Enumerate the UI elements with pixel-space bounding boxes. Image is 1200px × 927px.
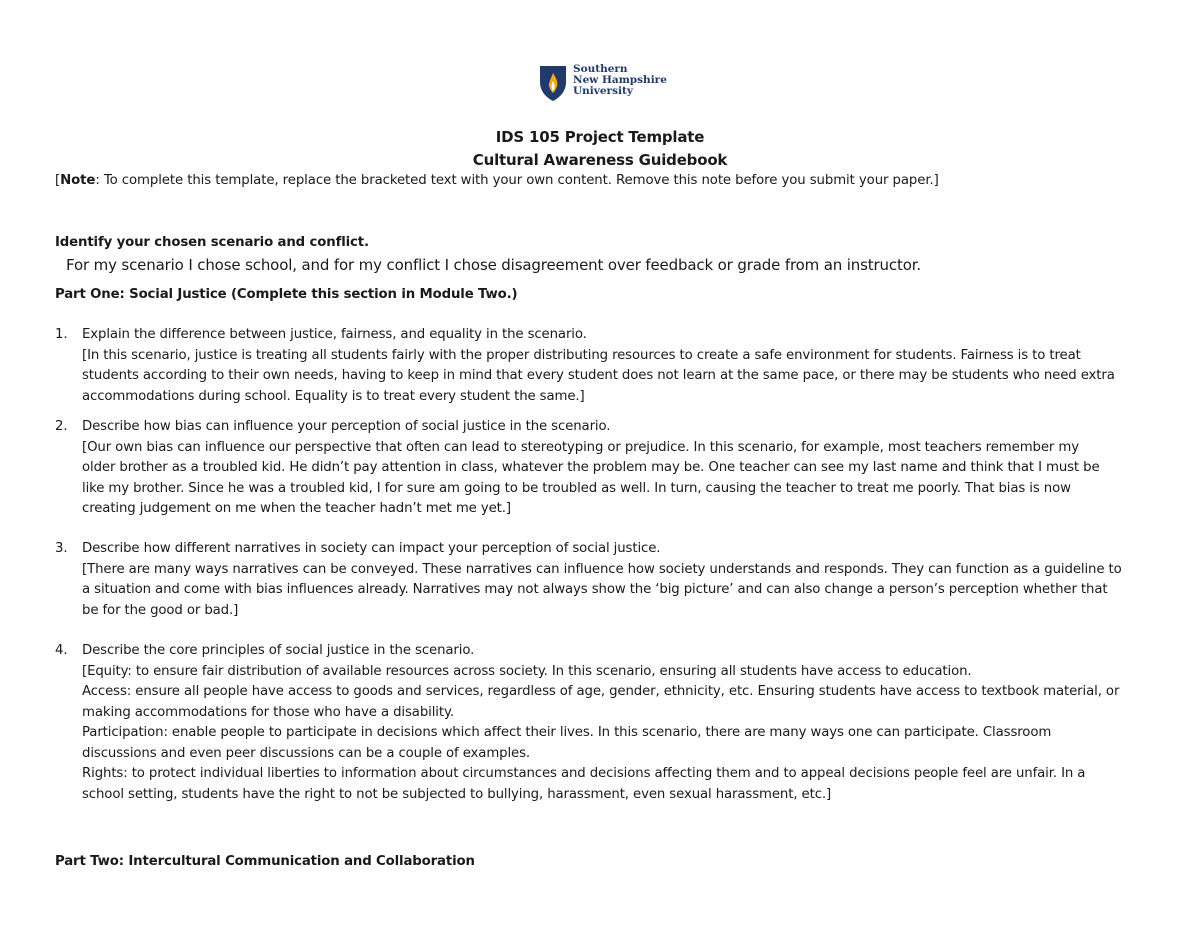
item-answer-line: making accommodations for those who have a disability. xyxy=(82,704,454,720)
document-title: IDS 105 Project Template xyxy=(495,128,705,146)
item-answer-line: [Our own bias can influence our perspective that often can lead to stereotyping or prejudice. In this scenario, for example, most teachers remember my xyxy=(82,439,1079,455)
university-name xyxy=(573,64,667,97)
item-answer-line: Participation: enable people to participate in decisions which affect their lives. In this scenario, there are many ways one can participate. Classroom xyxy=(82,725,1052,740)
university-logo xyxy=(539,64,667,102)
list-item xyxy=(55,641,1155,805)
item-answer-line: Access: ensure all people have access to goods and services, regardless of age, gender, ethnicity, etc. Ensuring students have access to textbook material, or xyxy=(82,684,1120,699)
item-answer-line: [There are many ways narratives can be conveyed. These narratives can influence how society understands and responds. They can function as a guideline to xyxy=(82,561,1122,577)
item-prompt: Describe the core principles of social justice in the scenario. xyxy=(82,643,475,658)
item-answer-line: school setting, students have the right to not be subjected to bullying, harassment, even sexual harassment, etc.] xyxy=(82,786,832,802)
item-answer-line: older brother as a troubled kid. He didn’t pay attention in class, whatever the problem may be. One teacher can see my last name and think that I must be xyxy=(82,460,1100,475)
list-item xyxy=(55,539,1155,621)
logo-line-2: New Hampshire xyxy=(573,74,667,86)
item-prompt: Explain the difference between justice, fairness, and equality in the scenario. xyxy=(82,327,587,342)
item-prompt: Describe how bias can influence your perception of social justice in the scenario. xyxy=(82,419,611,434)
part-one-heading: Part One: Social Justice (Complete this section in Module Two.) xyxy=(55,287,518,302)
item-number: 2. xyxy=(55,419,68,434)
item-answer-line: be for the good or bad.] xyxy=(82,602,239,618)
item-body xyxy=(82,641,1155,805)
scenario-heading: Identify your chosen scenario and conflict. xyxy=(55,235,369,250)
item-body xyxy=(82,325,1155,407)
item-answer-line: [Equity: to ensure fair distribution of available resources across society. In this scenario, ensuring all students have access to education. xyxy=(82,663,972,679)
item-answer-line: Rights: to protect individual liberties to information about circumstances and decisions affecting them and to appeal decisions people feel are unfair. In a xyxy=(82,766,1086,781)
item-number: 3. xyxy=(55,541,68,556)
part-two-heading: Part Two: Intercultural Communication and Collaboration xyxy=(55,854,475,869)
note-text: : To complete this template, replace the bracketed text with your own content. Remove this note before you submit your paper.] xyxy=(95,173,939,188)
item-answer-line: like my brother. Since he was a troubled kid, I for sure am going to be troubled as well. In turn, causing the teacher to treat me poorly. That bias is now xyxy=(82,480,1071,496)
item-answer-line: [In this scenario, justice is treating all students fairly with the proper distributing resources to create a safe environment for students. Fairness is to treat xyxy=(82,347,1081,363)
list-item xyxy=(55,325,1155,407)
item-body xyxy=(82,417,1155,520)
item-answer-line: students according to their own needs, having to keep in mind that every student does not learn at the same pace, or there may be students who need extra xyxy=(82,368,1115,383)
item-answer-line: a situation and come with bias influences already. Narratives may not always show the ‘big picture’ and can also change a person’s perception whether that xyxy=(82,582,1108,597)
note-label: Note xyxy=(60,173,96,188)
logo-line-3: University xyxy=(573,85,633,97)
note-open-bracket: [ xyxy=(55,173,61,188)
template-note xyxy=(55,173,939,188)
item-answer-line: accommodations during school. Equality is to treat every student the same.] xyxy=(82,388,585,404)
item-body xyxy=(82,539,1155,621)
item-number: 4. xyxy=(55,643,68,658)
item-answer-line: discussions and even peer discussions can be a couple of examples. xyxy=(82,745,531,761)
scenario-answer: For my scenario I chose school, and for my conflict I chose disagreement over feedback or grade from an instructor. xyxy=(66,256,922,274)
item-answer-line: creating judgement on me when the teacher hadn’t met me yet.] xyxy=(82,501,511,516)
logo-line-1: Southern xyxy=(573,63,628,75)
list-item xyxy=(55,417,1155,520)
shield-flame-icon xyxy=(539,64,567,102)
item-number: 1. xyxy=(55,327,68,342)
document-subtitle: Cultural Awareness Guidebook xyxy=(472,151,728,169)
item-prompt: Describe how different narratives in society can impact your perception of social justice. xyxy=(82,541,661,556)
